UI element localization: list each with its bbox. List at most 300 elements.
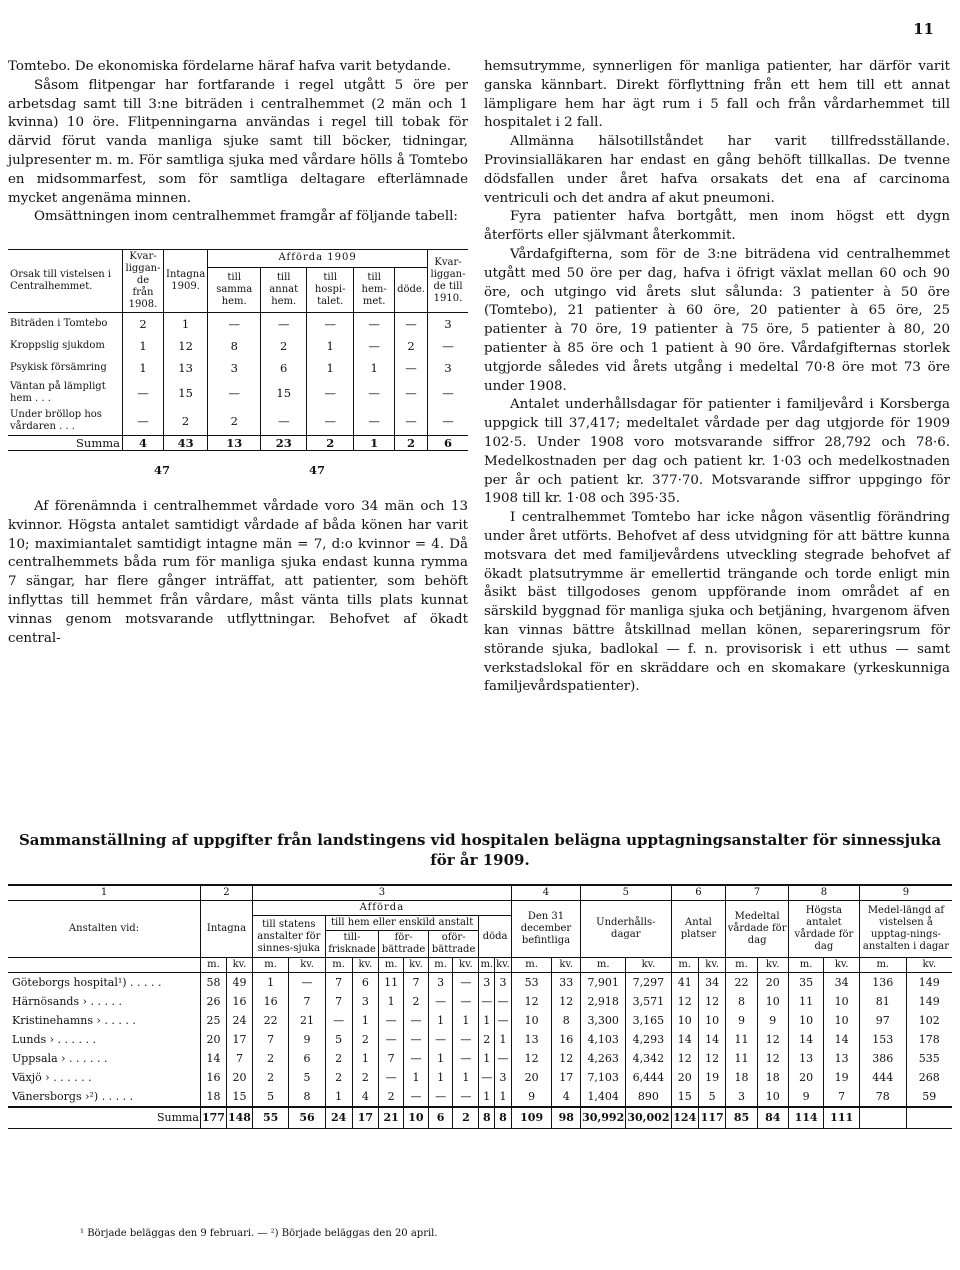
sum-cell	[859, 1107, 906, 1129]
table-cell: 11	[788, 992, 824, 1011]
sum-cell: 6	[428, 1107, 453, 1129]
table-cell: 6	[261, 357, 307, 379]
table-cell: 7	[226, 1049, 252, 1068]
sum-cell: 24	[325, 1107, 352, 1129]
table-cell: 1	[479, 1049, 495, 1068]
table-title: Sammanställning af uppgifter från landstingens vid hospitalen belägna upptagningsanstalter för sinnessjuka för år 1909.	[18, 831, 942, 869]
table-cell: 2	[352, 1068, 379, 1087]
institution-name: Uppsala › . . . . . .	[12, 1051, 108, 1065]
sex-label: m.	[428, 958, 453, 973]
table-cell: 15	[226, 1087, 252, 1107]
table-cell: 20	[788, 1068, 824, 1087]
table-cell: 1	[307, 357, 354, 379]
table-row	[8, 335, 468, 357]
table-cell: 7	[252, 1030, 288, 1049]
table-cell: 9	[289, 1030, 325, 1049]
table-cell: 16	[226, 992, 252, 1011]
table-cell: 7	[379, 1049, 404, 1068]
institution-name: Göteborgs hospital¹) . . . . .	[12, 975, 162, 989]
table-row	[8, 992, 952, 1011]
table-cell: 6	[352, 973, 379, 993]
table-cell: —	[307, 407, 354, 436]
table-row	[8, 973, 952, 993]
sex-label: kv.	[757, 958, 788, 973]
table-cell: 81	[859, 992, 906, 1011]
sum-cell: 2	[453, 1107, 479, 1129]
table-cell: 24	[226, 1011, 252, 1030]
table-cell: 7	[404, 973, 429, 993]
table-cell: 14	[671, 1030, 698, 1049]
sum-cell: 21	[379, 1107, 404, 1129]
table-cell: —	[453, 1030, 479, 1049]
institution-name: Växjö › . . . . . .	[12, 1070, 92, 1084]
table-cell: 15	[164, 379, 208, 407]
table-cell: 49	[226, 973, 252, 993]
table-cell: —	[453, 1087, 479, 1107]
table-cell: —	[453, 992, 479, 1011]
col-header-stay-length: Medel-längd af vistelsen å upptag-nings-anstalten i dagar	[859, 901, 952, 958]
table-cell: —	[325, 1011, 352, 1030]
sex-label: kv.	[226, 958, 252, 973]
table-row	[8, 379, 468, 407]
table-cell: —	[354, 379, 395, 407]
table-cell: 1	[479, 1087, 495, 1107]
summary-table	[8, 884, 952, 1129]
table-cell: 16	[252, 992, 288, 1011]
column-number: 1	[8, 885, 201, 901]
col-header-home: till hem-met.	[354, 267, 395, 313]
table-cell: 34	[824, 973, 860, 993]
table-cell: 1	[352, 1011, 379, 1030]
table-cell: —	[379, 1068, 404, 1087]
table-cell: 8	[208, 335, 261, 357]
table-cell: 11	[379, 973, 404, 993]
column-number: 5	[581, 885, 671, 901]
sum-cell: 109	[511, 1107, 552, 1129]
paragraph: I centralhemmet Tomtebo har icke någon väsentlig förändring under året utförts. Behofvet af dess utvidgning för att bättre kunna motsvara det med familjevårdens utveckling stegrade behofvet af ökadt platsutrymme är emellertid trängande och torde enligt min åsikt bäst tillgodoses genom uppförande inom området af en särskild byggnad för manliga sjuka och betjäning, hvargenom äfven kan vinnas bättre åtskillnad mellan könen, separeringsrum för störande sjuka, badlokal — f. n. provisorisk i ett uthus — samt verkstadslokal för en skräddare och en skomakare (yrkeskunniga familjevårdspatienter).	[484, 510, 950, 695]
table-cell: 4	[552, 1087, 581, 1107]
paragraph: Fyra patienter hafva bortgått, men inom högst ett dygn återförts eller självmant återkommit.	[484, 209, 950, 244]
table-cell: 2	[208, 407, 261, 436]
table-cell: 16	[201, 1068, 227, 1087]
table-cell: 1	[453, 1011, 479, 1030]
table-cell: 3	[208, 357, 261, 379]
table-cell: 10	[824, 1011, 860, 1030]
table-cell: 4,263	[581, 1049, 626, 1068]
table-cell: —	[261, 313, 307, 336]
col-header-days: Underhålls-dagar	[581, 901, 671, 958]
table-cell: 1	[123, 335, 164, 357]
blank-cell	[8, 958, 201, 973]
table-cell: 102	[906, 1011, 952, 1030]
table-cell: 15	[261, 379, 307, 407]
table-cell: 10	[511, 1011, 552, 1030]
table-cell: 10	[698, 1011, 725, 1030]
table-cell: —	[495, 1049, 512, 1068]
table-cell: 3	[479, 973, 495, 993]
table-cell: 8	[289, 1087, 325, 1107]
col-header-improved: för-bättrade	[379, 931, 429, 958]
table-cell: 34	[698, 973, 725, 993]
table-cell: 12	[552, 1049, 581, 1068]
row-label: Kroppslig sjukdom	[10, 340, 105, 352]
sum-cell: 30,002	[626, 1107, 671, 1129]
table-cell: 12	[511, 1049, 552, 1068]
table-cell: 8	[552, 1011, 581, 1030]
sum-cell: 6	[428, 436, 469, 451]
table-cell: —	[307, 313, 354, 336]
sum-cell: 30,992	[581, 1107, 626, 1129]
sex-label: kv.	[289, 958, 325, 973]
table-row	[8, 1087, 952, 1107]
paragraph: Omsättningen inom centralhemmet framgår af följande tabell:	[34, 209, 458, 225]
table-cell: —	[208, 379, 261, 407]
table-cell: 15	[671, 1087, 698, 1107]
table-cell: 11	[726, 1049, 757, 1068]
sum-cell: 8	[495, 1107, 512, 1129]
table-cell: 4,342	[626, 1049, 671, 1068]
column-number: 4	[511, 885, 580, 901]
table-cell: —	[395, 313, 428, 336]
column-number: 2	[201, 885, 253, 901]
table-cell: 444	[859, 1068, 906, 1087]
table-cell: —	[404, 1011, 429, 1030]
merged-total-out: 47	[308, 463, 325, 478]
institution-name: Härnösands › . . . . .	[12, 994, 122, 1008]
table-cell: 149	[906, 973, 952, 993]
table-cell: —	[479, 992, 495, 1011]
table-cell: 2	[404, 992, 429, 1011]
col-header-dec31: Den 31 december befintliga	[511, 901, 580, 958]
institution-name: Vänersborgs ›²) . . . . .	[12, 1089, 134, 1103]
table-cell: 1	[352, 1049, 379, 1068]
sex-label: kv.	[495, 958, 512, 973]
table-cell: —	[428, 335, 469, 357]
table-cell: 153	[859, 1030, 906, 1049]
paragraph: Vårdafgifterna, som för de 3:ne biträdena vid centralhemmet utgått med 50 öre per dag, hafva i öfrigt växlat mellan 60 och 90 öre, och utgingo vid årets slut sålunda: 3 patienter à 50 öre (Tomtebo), 21 patienter à 60 öre, 20 patienter à 65 öre, 25 patienter à 70 öre, 19 patienter à 75 öre, 5 patienter à 80, 20 patienter à 85 öre och 1 patient à 90 öre. Vårdafgifternas storlek utgjorde således vid årets utgång i medeltal 70·8 öre mot 73 öre under 1908.	[484, 246, 950, 394]
paragraph: hemsutrymme, synnerligen för manliga patienter, har därför varit ganska kännbart. Direkt förflyttning från ett hem till ett annat lämpligare hem har ägt rum i 5 fall och från vårdarhemmet till hospitalet i 2 fall.	[484, 59, 950, 131]
table-row	[8, 357, 468, 379]
table-cell: 890	[626, 1087, 671, 1107]
sum-cell	[906, 1107, 952, 1129]
col-header-discharged: Afförda 1909	[208, 250, 428, 268]
table-cell: 41	[671, 973, 698, 993]
table-cell: 268	[906, 1068, 952, 1087]
table-cell: 8	[726, 992, 757, 1011]
table-cell: 1	[252, 973, 288, 993]
sex-label: m.	[511, 958, 552, 973]
table-cell: —	[428, 407, 469, 436]
page-number: 11	[913, 20, 934, 38]
table-cell: 6	[289, 1049, 325, 1068]
sex-label: kv.	[906, 958, 952, 973]
left-column	[8, 58, 468, 648]
table-cell: 1	[379, 992, 404, 1011]
table-cell: —	[123, 379, 164, 407]
table-cell: 3,165	[626, 1011, 671, 1030]
table-cell: 149	[906, 992, 952, 1011]
row-label: Psykisk försämring	[10, 362, 107, 374]
table-cell: 535	[906, 1049, 952, 1068]
table-row	[8, 313, 468, 336]
sum-cell: 2	[395, 436, 428, 451]
table-cell: 1	[495, 1087, 512, 1107]
table-cell: 12	[164, 335, 208, 357]
table-cell: 97	[859, 1011, 906, 1030]
table-cell: 2	[252, 1049, 288, 1068]
table-cell: —	[495, 992, 512, 1011]
table-cell: 386	[859, 1049, 906, 1068]
table-cell: —	[453, 1049, 479, 1068]
table-cell: —	[379, 1030, 404, 1049]
table-cell: 2	[479, 1030, 495, 1049]
table-cell: 2	[325, 1049, 352, 1068]
table-cell: 6,444	[626, 1068, 671, 1087]
table-cell: 17	[226, 1030, 252, 1049]
table-cell: 4	[352, 1087, 379, 1107]
table-cell: 5	[325, 1030, 352, 1049]
table-cell: 1	[428, 1068, 453, 1087]
sum-cell: 1	[354, 436, 395, 451]
merged-totals	[8, 461, 468, 480]
merged-total-in: 47	[153, 463, 170, 478]
col-header-state-institutions: till statens anstalter för sinnes-sjuka	[252, 916, 325, 958]
table-cell: 2	[261, 335, 307, 357]
sex-label: m.	[726, 958, 757, 973]
table-cell: 26	[201, 992, 227, 1011]
table-cell: 14	[698, 1030, 725, 1049]
table-cell: 14	[788, 1030, 824, 1049]
table-cell: —	[428, 1030, 453, 1049]
sex-label: m.	[252, 958, 288, 973]
sum-cell: 85	[726, 1107, 757, 1129]
row-label: Under bröllop hos vårdaren . . .	[10, 409, 102, 433]
row-label: Biträden i Tomtebo	[10, 318, 108, 330]
sex-label: m.	[201, 958, 227, 973]
sum-cell: 84	[757, 1107, 788, 1129]
sum-cell: 13	[208, 436, 261, 451]
sex-label: m.	[788, 958, 824, 973]
table-cell: 20	[671, 1068, 698, 1087]
col-header-cause: Orsak till vistelsen i Centralhemmet.	[10, 269, 112, 293]
table-cell: 12	[757, 1030, 788, 1049]
table-cell: —	[453, 973, 479, 993]
sum-row	[8, 1107, 952, 1129]
paragraph: Såsom flitpengar har fortfarande i regel utgått 5 öre per arbetsdag samt till 3:ne biträden i centralhemmet (2 män och 1 kvinna) 10 öre. Flitpenningarna användas i regel till tobak för därvid förut vanda manliga sjuke samt till böcker, tidningar, julpresenter m. m. För samtliga sjuka med vårdare hölls å Tomtebo en midsommarfest, som för samtliga deltagare efterlämnade mycket angenäma minnen.	[8, 77, 468, 206]
sum-label: Summa	[76, 436, 120, 451]
sex-label: kv.	[352, 958, 379, 973]
table-cell: 10	[757, 992, 788, 1011]
col-header-hospital: till hospi-talet.	[307, 267, 354, 313]
table-row	[8, 1068, 952, 1087]
table-cell: 7,103	[581, 1068, 626, 1087]
table-cell: 2,918	[581, 992, 626, 1011]
sum-cell: 43	[164, 436, 208, 451]
table-cell: 12	[511, 992, 552, 1011]
table-cell: 3	[428, 357, 469, 379]
table-cell: 58	[201, 973, 227, 993]
col-header-admitted: Intagna	[201, 901, 253, 958]
table-cell: 18	[201, 1087, 227, 1107]
col-header-recovered: till-frisknade	[325, 931, 379, 958]
table-row	[8, 1011, 952, 1030]
col-header-remaining-1908: Kvar-liggan-de från 1908.	[123, 250, 164, 313]
table-cell: —	[307, 379, 354, 407]
paragraph: Af förenämnda i centralhemmet vårdade voro 34 män och 13 kvinnor. Högsta antalet samtidigt vårdade af båda könen har varit 10; maximiantalet samtidigt intagne män = 7, d:o kvinnor = 4. Då centralhemmets båda rum för manliga sjuka endast kunna rymma 7 sängar, har flere gånger inträffat, att patienter, som behöft inflyttas till hemmet från vårdare, måst vänta tills plats kunnat vinnas genom motsvarande utflyttningar. Behofvet af ökadt central-	[8, 498, 468, 646]
table-cell: 178	[906, 1030, 952, 1049]
table-row	[8, 1030, 952, 1049]
col-header-to-home: till hem eller enskild anstalt	[325, 916, 479, 931]
table-cell: 1	[495, 1030, 512, 1049]
table-cell: 3	[726, 1087, 757, 1107]
table-cell: 3	[428, 973, 453, 993]
table-cell: 7,297	[626, 973, 671, 993]
right-column	[484, 58, 950, 697]
table-cell: —	[395, 357, 428, 379]
table-cell: 3	[428, 313, 469, 336]
table-cell: —	[354, 313, 395, 336]
sum-cell: 8	[479, 1107, 495, 1129]
table-cell: 21	[289, 1011, 325, 1030]
table-cell: 10	[824, 992, 860, 1011]
table-cell: 3,571	[626, 992, 671, 1011]
table-cell: —	[395, 407, 428, 436]
sum-cell: 23	[261, 436, 307, 451]
table-cell: —	[379, 1011, 404, 1030]
table-cell: 4,103	[581, 1030, 626, 1049]
sum-cell: 4	[123, 436, 164, 451]
col-header-admitted: Intagna 1909.	[164, 250, 208, 313]
table-cell: 11	[726, 1030, 757, 1049]
table-cell: 35	[788, 973, 824, 993]
table-cell: 1	[479, 1011, 495, 1030]
col-header-discharged: Afförda	[252, 901, 511, 916]
table-cell: 3	[352, 992, 379, 1011]
col-header-other-home: till annat hem.	[261, 267, 307, 313]
table-cell: 1	[164, 313, 208, 336]
table-cell: 13	[788, 1049, 824, 1068]
table-cell: 5	[698, 1087, 725, 1107]
table-cell: 12	[698, 992, 725, 1011]
table-cell: 7	[289, 992, 325, 1011]
sex-label: m.	[325, 958, 352, 973]
table-cell: 7,901	[581, 973, 626, 993]
institution-name: Kristinehamns › . . . . .	[12, 1013, 136, 1027]
table-cell: —	[261, 407, 307, 436]
sex-label: m.	[479, 958, 495, 973]
table-cell: 13	[824, 1049, 860, 1068]
table-cell: 12	[671, 992, 698, 1011]
table-cell: 9	[757, 1011, 788, 1030]
table-cell: 17	[552, 1068, 581, 1087]
table-cell: 1,404	[581, 1087, 626, 1107]
table-cell: 78	[859, 1087, 906, 1107]
table-cell: 1	[123, 357, 164, 379]
row-label: Väntan på lämpligt hem . . .	[10, 381, 106, 405]
table-cell: 7	[325, 992, 352, 1011]
sum-label: Summa	[8, 1107, 201, 1129]
table-cell: 16	[552, 1030, 581, 1049]
sex-label: kv.	[698, 958, 725, 973]
table-cell: 12	[552, 992, 581, 1011]
table-cell: 2	[352, 1030, 379, 1049]
sex-label: kv.	[552, 958, 581, 973]
table-cell: —	[404, 1049, 429, 1068]
table-cell: —	[428, 992, 453, 1011]
turnover-table	[8, 249, 468, 451]
table-cell: 20	[511, 1068, 552, 1087]
column-number: 9	[859, 885, 952, 901]
table-cell: 2	[395, 335, 428, 357]
paragraph: Antalet underhållsdagar för patienter i familjevård i Korsberga uppgick till 37,417; medeltalet vårdade per dag utgjorde för 1909 102·5. Under 1908 voro motsvarande siffror 28,792 och 78·6. Medelkostnaden per dag och patient kr. 1·03 och medelkostnaden per år och patient kr. 377·70. Motsvarande siffror uppgingo för 1908 till kr. 1·08 och 395·35.	[484, 397, 950, 507]
table-cell: —	[354, 407, 395, 436]
table-cell: 1	[354, 357, 395, 379]
sum-cell: 2	[307, 436, 354, 451]
table-cell: 9	[788, 1087, 824, 1107]
column-number: 7	[726, 885, 788, 901]
table-row	[8, 1049, 952, 1068]
table-cell: 13	[511, 1030, 552, 1049]
table-cell: 1	[428, 1011, 453, 1030]
sum-cell: 17	[352, 1107, 379, 1129]
table-cell: 7	[824, 1087, 860, 1107]
sum-cell: 55	[252, 1107, 288, 1129]
table-cell: 5	[252, 1087, 288, 1107]
table-cell: 12	[671, 1049, 698, 1068]
col-header-average: Medeltal vårdade för dag	[726, 901, 788, 958]
sum-cell: 111	[824, 1107, 860, 1129]
table-cell: 14	[201, 1049, 227, 1068]
table-row	[8, 407, 468, 436]
table-cell: 22	[726, 973, 757, 993]
table-cell: 10	[788, 1011, 824, 1030]
institution-name: Lunds › . . . . . .	[12, 1032, 97, 1046]
footnote: ¹ Började beläggas den 9 februari. — ²) Började beläggas den 20 april.	[80, 1228, 438, 1239]
table-cell: 19	[824, 1068, 860, 1087]
col-header-dead: döda	[479, 916, 511, 958]
table-cell: 1	[428, 1049, 453, 1068]
table-cell: 18	[757, 1068, 788, 1087]
sum-cell: 56	[289, 1107, 325, 1129]
table-cell: 5	[289, 1068, 325, 1087]
col-header-institution: Anstalten vid:	[8, 901, 201, 958]
table-cell: 2	[379, 1087, 404, 1107]
table-cell: 20	[201, 1030, 227, 1049]
table-cell: 2	[164, 407, 208, 436]
sex-label: kv.	[404, 958, 429, 973]
table-cell: 3	[495, 973, 512, 993]
sex-label: m.	[379, 958, 404, 973]
table-cell: 3,300	[581, 1011, 626, 1030]
sex-label: kv.	[824, 958, 860, 973]
table-cell: 10	[757, 1087, 788, 1107]
sum-cell: 124	[671, 1107, 698, 1129]
sum-cell: 98	[552, 1107, 581, 1129]
table-cell: 59	[906, 1087, 952, 1107]
sex-label: m.	[581, 958, 626, 973]
sex-label: m.	[671, 958, 698, 973]
col-header-same-home: till samma hem.	[208, 267, 261, 313]
table-cell: —	[404, 1087, 429, 1107]
table-cell: 22	[252, 1011, 288, 1030]
table-cell: 1	[325, 1087, 352, 1107]
table-cell: —	[428, 379, 469, 407]
table-cell: 13	[164, 357, 208, 379]
col-header-dead: döde.	[395, 267, 428, 313]
table-cell: 12	[698, 1049, 725, 1068]
table-cell: —	[428, 1087, 453, 1107]
paragraph: Tomtebo. De ekonomiska fördelarne häraf hafva varit betydande.	[8, 59, 451, 74]
